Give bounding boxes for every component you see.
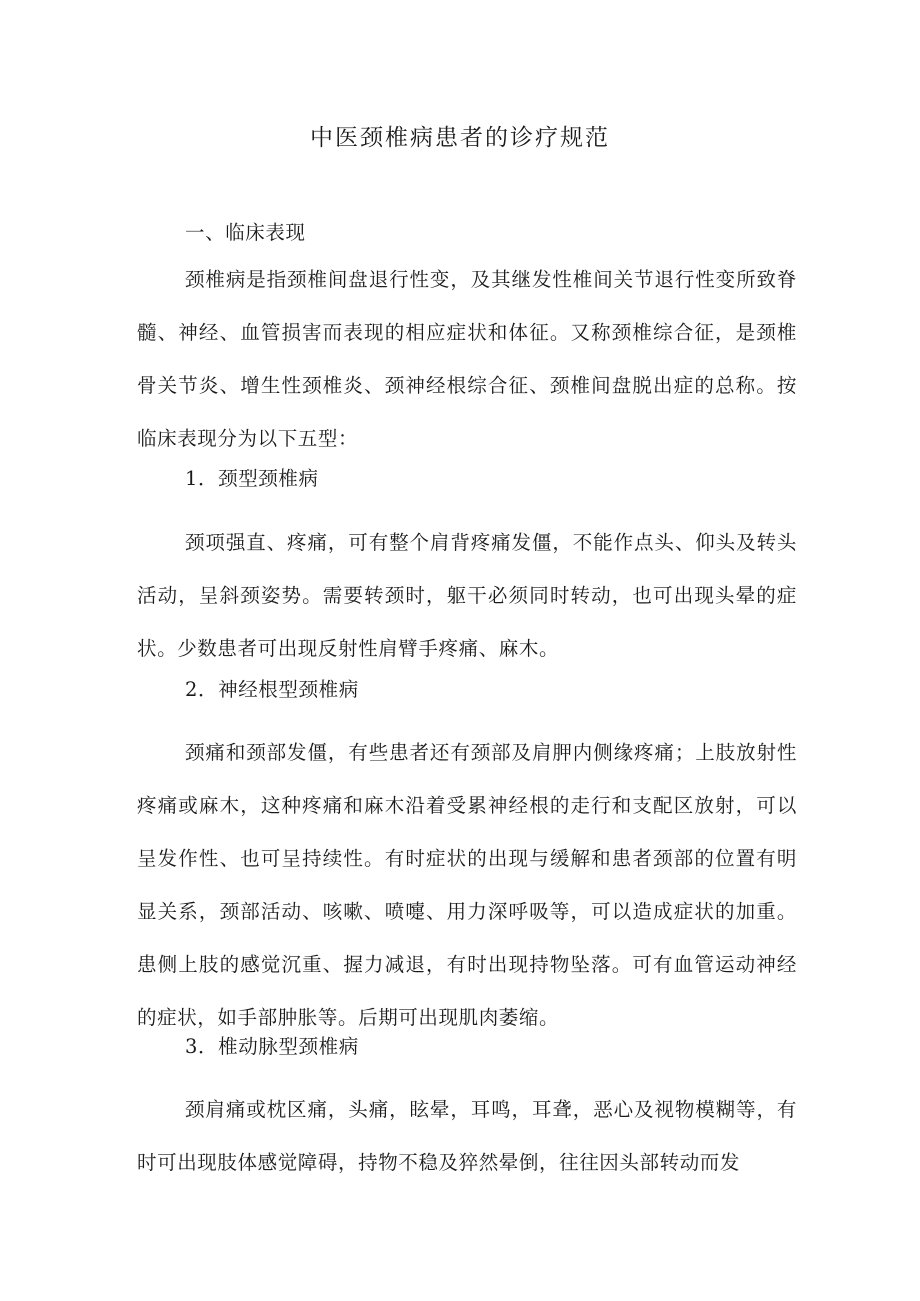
type2-heading: 2．神经根型颈椎病 — [185, 678, 359, 701]
type1-heading: 1．颈型颈椎病 — [185, 467, 319, 490]
section-heading-clinical: 一、临床表现 — [185, 221, 306, 244]
type2-paragraph: 颈痛和颈部发僵，有些患者还有颈部及肩胛内侧缘疼痛；上肢放射性疼痛或麻木，这种疼痛和麻木沿着受累神经根的走行和支配区放射，可以呈发作性、也可呈持续性。有时症状的出现与缓解和患者颈部的位置有明显关系，颈部活动、咳嗽、喷嚏、用力深呼吸等，可以造成症状的加重。患侧上肢的感觉沉重、握力减退，有时出现持物坠落。可有血管运动神经的症状，如手部肿胀等。后期可出现肌肉萎缩。 — [137, 741, 797, 1029]
intro-paragraph: 颈椎病是指颈椎间盘退行性变，及其继发性椎间关节退行性变所致脊髓、神经、血管损害而表现的相应症状和体征。又称颈椎综合征，是颈椎骨关节炎、增生性颈椎炎、颈神经根综合征、颈椎间盘脱出症的总称。按临床表现分为以下五型： — [137, 268, 797, 450]
type3-paragraph: 颈肩痛或枕区痛，头痛，眩晕，耳鸣，耳聋，恶心及视物模糊等，有时可出现肢体感觉障碍，持物不稳及猝然晕倒，往往因头部转动而发 — [137, 1098, 797, 1174]
type1-paragraph: 颈项强直、疼痛，可有整个肩背疼痛发僵，不能作点头、仰头及转头活动，呈斜颈姿势。需要转颈时，躯干必须同时转动，也可出现头晕的症状。少数患者可出现反射性肩臂手疼痛、麻木。 — [137, 531, 797, 660]
document-title: 中医颈椎病患者的诊疗规范 — [310, 125, 610, 151]
type3-heading: 3．椎动脉型颈椎病 — [185, 1035, 359, 1058]
